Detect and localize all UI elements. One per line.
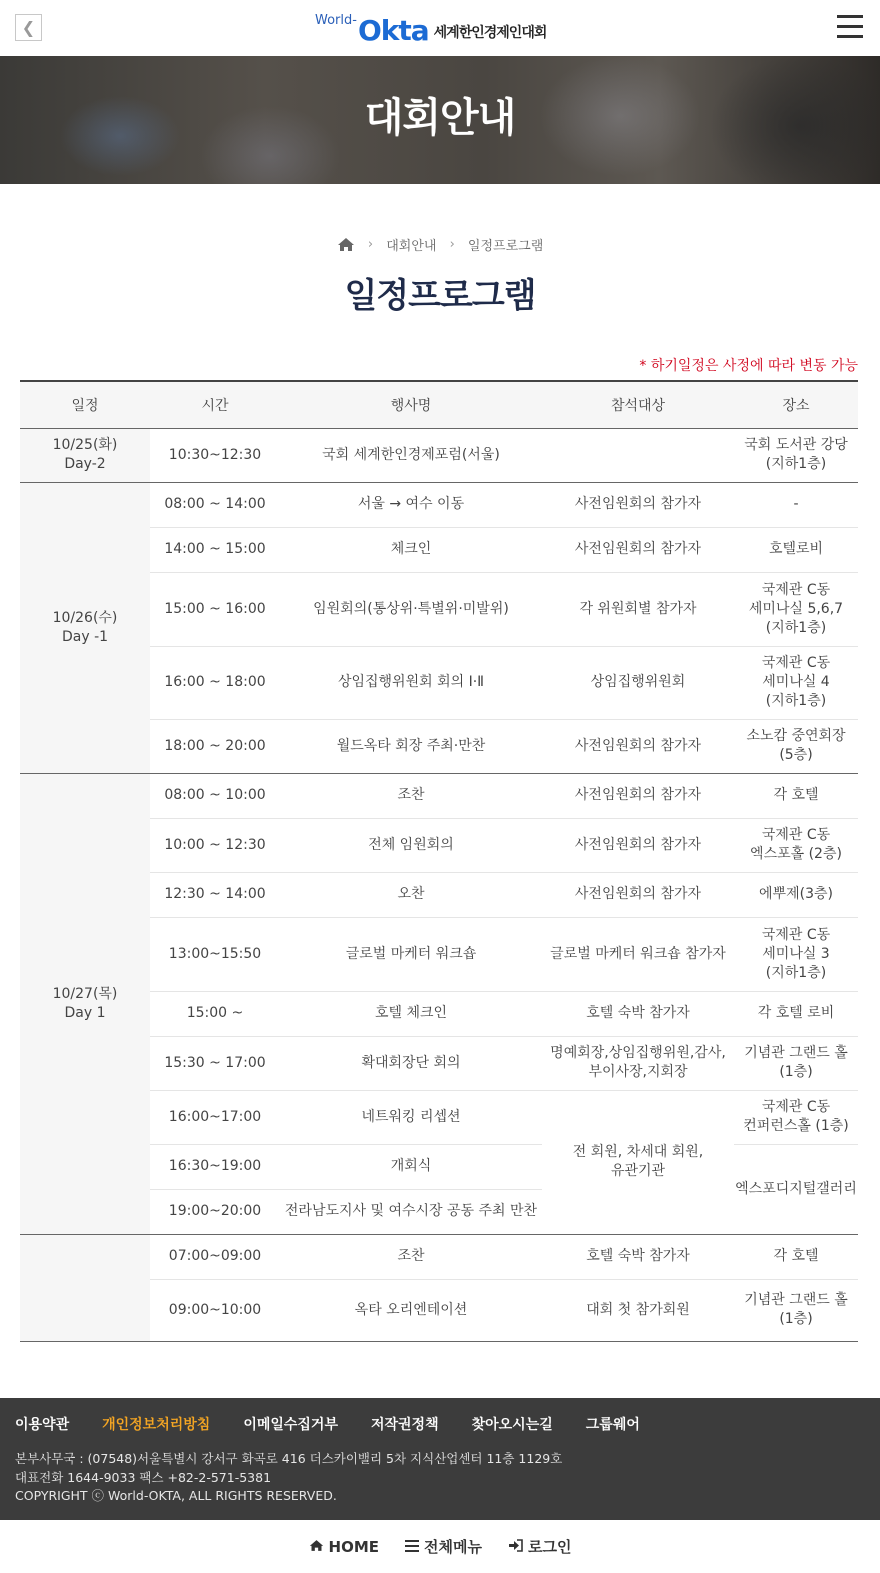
attendees-cell: 글로벌 마케터 워크숍 참가자 xyxy=(542,917,734,991)
place-cell: 국제관 C동 세미나실 4 (지하1층) xyxy=(734,646,858,719)
column-header: 시간 xyxy=(150,381,280,428)
column-header: 일정 xyxy=(20,381,150,428)
time-cell: 16:00 ~ 18:00 xyxy=(150,646,280,719)
attendees-cell: 사전임원회의 참가자 xyxy=(542,527,734,572)
page-title: 일정프로그램 xyxy=(344,276,536,316)
time-cell: 16:00~17:00 xyxy=(150,1090,280,1144)
schedule-notice: * 하기일정은 사정에 따라 변동 가능 xyxy=(639,358,858,374)
logo-main: Okta xyxy=(357,14,429,47)
attendees-cell: 상임집행위원회 xyxy=(542,646,734,719)
table-row xyxy=(20,1234,858,1279)
time-cell: 15:00 ~ 16:00 xyxy=(150,572,280,646)
event-cell: 월드옥타 회장 주최·만찬 xyxy=(280,719,542,773)
time-cell: 13:00~15:50 xyxy=(150,917,280,991)
footer-link-directions[interactable]: 찾아오시는길 xyxy=(471,1417,553,1433)
event-cell: 상임집행위원회 회의 Ⅰ·Ⅱ xyxy=(280,646,542,719)
nav-home-label: HOME xyxy=(328,1537,380,1556)
attendees-cell xyxy=(542,428,734,482)
nav-home-button[interactable] xyxy=(309,1538,379,1556)
event-cell: 체크인 xyxy=(280,527,542,572)
footer-phone: 대표전화 1644-9033 팩스 +82-2-571-5381 xyxy=(15,1470,272,1485)
time-cell: 19:00~20:00 xyxy=(150,1189,280,1234)
attendees-cell: 호텔 숙박 참가자 xyxy=(542,991,734,1036)
place-cell: 에뿌제(3층) xyxy=(734,872,858,917)
footer-link-terms[interactable]: 이용약관 xyxy=(15,1417,70,1433)
place-cell: 국제관 C동 컨퍼런스홀 (1층) xyxy=(734,1090,858,1144)
table-header-row xyxy=(20,381,858,428)
bottom-nav xyxy=(0,1520,880,1573)
schedule-table xyxy=(20,380,858,1342)
day-cell: 10/27(목) Day 1 xyxy=(20,773,150,1234)
time-cell: 18:00 ~ 20:00 xyxy=(150,719,280,773)
time-cell: 08:00 ~ 10:00 xyxy=(150,773,280,818)
place-cell: 국제관 C동 세미나실 3 (지하1층) xyxy=(734,917,858,991)
home-icon xyxy=(309,1538,324,1556)
footer-address: 본부사무국 : (07548)서울특별시 강서구 화곡로 416 더스카이밸리 5차 지식산업센터 11층 1129호 xyxy=(15,1451,563,1466)
event-cell: 옥타 오리엔테이션 xyxy=(280,1279,542,1341)
time-cell: 15:00 ~ xyxy=(150,991,280,1036)
place-cell: 각 호텔 로비 xyxy=(734,991,858,1036)
back-button[interactable] xyxy=(15,14,42,41)
table-row xyxy=(20,482,858,527)
time-cell: 16:30~19:00 xyxy=(150,1144,280,1189)
table-row xyxy=(20,428,858,482)
attendees-cell: 대회 첫 참가회원 xyxy=(542,1279,734,1341)
time-cell: 07:00~09:00 xyxy=(150,1234,280,1279)
event-cell: 조찬 xyxy=(280,773,542,818)
event-cell: 전체 임원회의 xyxy=(280,818,542,872)
logo-subtitle: 세계한인경제인대회 xyxy=(433,25,547,41)
place-cell: 소노캄 중연회장 (5층) xyxy=(734,719,858,773)
nav-login-button[interactable] xyxy=(508,1536,571,1557)
breadcrumb-item[interactable]: 대회안내 xyxy=(386,239,437,254)
time-cell: 09:00~10:00 xyxy=(150,1279,280,1341)
attendees-cell: 명예회장,상임집행위원,감사, 부이사장,지회장 xyxy=(542,1036,734,1090)
place-cell: 각 호텔 xyxy=(734,1234,858,1279)
time-cell: 15:30 ~ 17:00 xyxy=(150,1036,280,1090)
place-cell: 호텔로비 xyxy=(734,527,858,572)
day-cell xyxy=(20,1234,150,1341)
nav-menu-label: 전체메뉴 xyxy=(424,1538,482,1556)
footer-info xyxy=(15,1449,562,1487)
banner-title: 대회안내 xyxy=(364,95,516,141)
breadcrumb-item-current[interactable]: 일정프로그램 xyxy=(467,239,544,254)
attendees-cell: 각 위원회별 참가자 xyxy=(542,572,734,646)
list-icon xyxy=(405,1538,419,1556)
event-cell: 오찬 xyxy=(280,872,542,917)
chevron-right-icon: › xyxy=(449,237,455,252)
site-footer xyxy=(0,1398,880,1520)
top-header xyxy=(0,0,880,56)
hero-banner xyxy=(0,56,880,184)
place-cell: - xyxy=(734,482,858,527)
place-cell: 국제관 C동 엑스포홀 (2층) xyxy=(734,818,858,872)
sign-in-icon xyxy=(508,1538,523,1556)
hamburger-icon[interactable] xyxy=(837,15,863,39)
logo[interactable] xyxy=(315,10,546,46)
table-row xyxy=(20,773,858,818)
place-cell: 엑스포디지털갤러리 xyxy=(734,1144,858,1234)
event-cell: 글로벌 마케터 워크숍 xyxy=(280,917,542,991)
chevron-right-icon: › xyxy=(367,237,374,252)
column-header: 참석대상 xyxy=(542,381,734,428)
logo-prefix: World- xyxy=(315,13,357,28)
place-cell: 국회 도서관 강당 (지하1층) xyxy=(734,428,858,482)
place-cell: 각 호텔 xyxy=(734,773,858,818)
attendees-cell: 사전임원회의 참가자 xyxy=(542,872,734,917)
nav-login-label: 로그인 xyxy=(527,1538,572,1556)
footer-copyright: COPYRIGHT ⓒ World-OKTA, ALL RIGHTS RESERVED. xyxy=(15,1488,337,1503)
nav-menu-button[interactable] xyxy=(405,1536,482,1557)
event-cell: 호텔 체크인 xyxy=(280,991,542,1036)
place-cell: 국제관 C동 세미나실 5,6,7 (지하1층) xyxy=(734,572,858,646)
place-cell: 기념관 그랜드 홀 (1층) xyxy=(734,1036,858,1090)
attendees-cell: 사전임원회의 참가자 xyxy=(542,482,734,527)
attendees-cell: 호텔 숙박 참가자 xyxy=(542,1234,734,1279)
chevron-left-icon: ❮ xyxy=(21,18,36,37)
column-header: 장소 xyxy=(734,381,858,428)
event-cell: 국회 세계한인경제포럼(서울) xyxy=(280,428,542,482)
attendees-cell: 사전임원회의 참가자 xyxy=(542,773,734,818)
footer-link-copyright[interactable]: 저작권정책 xyxy=(370,1417,439,1433)
attendees-cell: 사전임원회의 참가자 xyxy=(542,818,734,872)
time-cell: 10:00 ~ 12:30 xyxy=(150,818,280,872)
footer-link-privacy[interactable]: 개인정보처리방침 xyxy=(102,1417,211,1433)
event-cell: 임원회의(통상위·특별위·미발위) xyxy=(280,572,542,646)
place-cell: 기념관 그랜드 홀 (1층) xyxy=(734,1279,858,1341)
time-cell: 10:30~12:30 xyxy=(150,428,280,482)
event-cell: 서울 → 여수 이동 xyxy=(280,482,542,527)
event-cell: 네트워킹 리셉션 xyxy=(280,1090,542,1144)
breadcrumb xyxy=(0,235,880,254)
day-cell: 10/25(화) Day-2 xyxy=(20,428,150,482)
event-cell: 개회식 xyxy=(280,1144,542,1189)
day-cell: 10/26(수) Day -1 xyxy=(20,482,150,773)
footer-links xyxy=(15,1414,673,1434)
time-cell: 08:00 ~ 14:00 xyxy=(150,482,280,527)
attendees-cell: 사전임원회의 참가자 xyxy=(542,719,734,773)
attendees-cell: 전 회원, 차세대 회원, 유관기관 xyxy=(542,1090,734,1234)
column-header: 행사명 xyxy=(280,381,542,428)
home-icon[interactable] xyxy=(337,237,355,253)
time-cell: 14:00 ~ 15:00 xyxy=(150,527,280,572)
event-cell: 조찬 xyxy=(280,1234,542,1279)
event-cell: 확대회장단 회의 xyxy=(280,1036,542,1090)
event-cell: 전라남도지사 및 여수시장 공동 주최 만찬 xyxy=(280,1189,542,1234)
footer-link-email-refusal[interactable]: 이메일수집거부 xyxy=(243,1417,338,1433)
footer-link-groupware[interactable]: 그룹웨어 xyxy=(585,1417,640,1433)
time-cell: 12:30 ~ 14:00 xyxy=(150,872,280,917)
